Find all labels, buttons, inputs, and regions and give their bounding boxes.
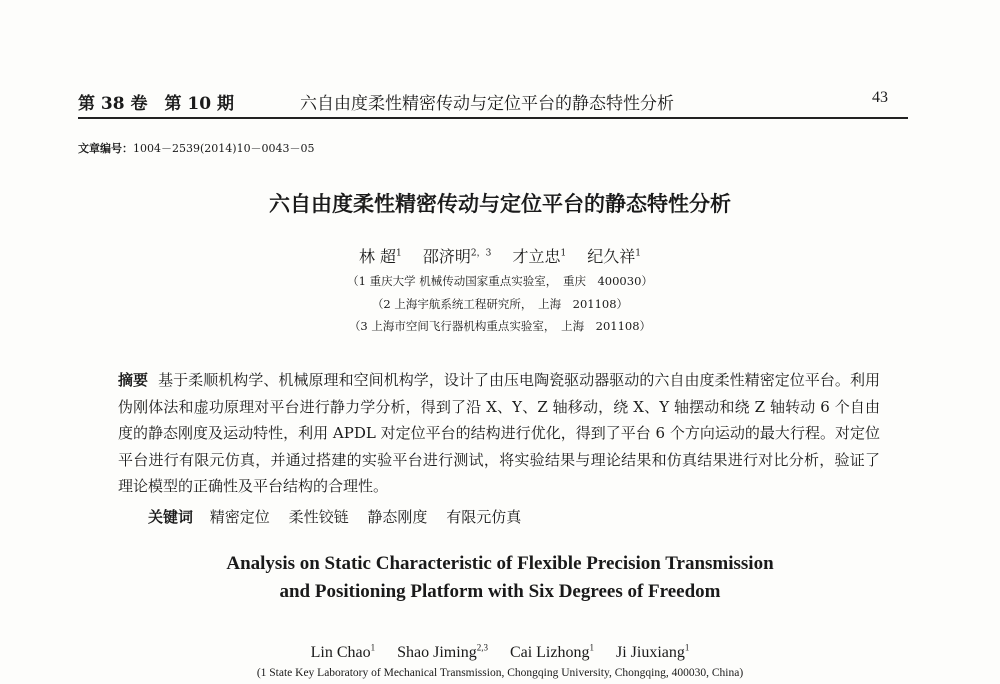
keyword: 静态刚度: [367, 508, 428, 526]
journal-volume-issue: 第 38 卷 第 10 期: [78, 94, 234, 114]
article-number-label: 文章编号：: [78, 142, 133, 155]
author-cn: 林 超$^1$: [358, 247, 402, 266]
keywords: [148, 506, 535, 527]
keywords-label: 关键词: [148, 508, 194, 526]
author-en: Ji Jiuxiang$^1$: [615, 642, 690, 661]
abstract: [118, 367, 880, 500]
page-number: 43: [872, 89, 888, 106]
abstract-label: 摘要: [118, 371, 149, 389]
paper-title-en-line1: Analysis on Static Characteristic of Flexible Precision Transmission: [226, 553, 774, 574]
keyword: 精密定位: [209, 508, 270, 526]
header-rule: [78, 117, 908, 119]
paper-title-cn: 六自由度柔性精密传动与定位平台的静态特性分析: [269, 191, 731, 216]
affiliation-en: (1 State Key Laboratory of Mechanical Transmission, Chongqing University, Chongqing, 400030, China): [256, 667, 744, 679]
author-en: Shao Jiming$^{2,3}$: [397, 642, 488, 661]
author-cn: 纪久祥$^1$: [587, 247, 642, 266]
affiliation-cn: （1 重庆大学 机械传动国家重点实验室， 重庆 400030）: [347, 274, 653, 288]
running-title: 六自由度柔性精密传动与定位平台的静态特性分析: [300, 94, 674, 114]
author-list-cn: [0, 244, 1000, 267]
article-number-value: 1004－2539(2014)10－0043－05: [133, 142, 315, 155]
keyword: 柔性铰链: [288, 508, 349, 526]
author-cn: 邵济明$^{2,3}$: [422, 247, 492, 266]
author-list-en: [0, 644, 1000, 662]
author-cn: 才立忠$^1$: [512, 247, 567, 266]
author-en: Lin Chao$^1$: [310, 642, 376, 661]
abstract-text: 基于柔顺机构学、机械原理和空间机构学，设计了由压电陶瓷驱动器驱动的六自由度柔性精密定位平台。利用伪刚体法和虚功原理对平台进行静力学分析，得到了沿 X、Y、Z 轴移动，绕 X、Y 轴摆动和绕 Z 轴转动 6 个自由度的静态刚度及运动特性，利用 APDL 对定位平台的结构进行优化，得到了平台 6 个方向运动的最大行程。对定位平台进行有限元仿真，并通过搭建的实验平台进行测试，将实验结果与理论结果和仿真结果进行对比分析，验证了理论模型的正确性及平台结构的合理性。: [118, 371, 880, 495]
article-number: [78, 140, 315, 156]
author-en: Cai Lizhong$^1$: [509, 642, 594, 661]
keyword: 有限元仿真: [446, 508, 522, 526]
affiliation-cn: （2 上海宇航系统工程研究所， 上海 201108）: [371, 297, 629, 311]
affiliation-cn: （3 上海市空间飞行器机构重点实验室， 上海 201108）: [348, 319, 652, 333]
paper-title-en-line2: and Positioning Platform with Six Degrees of Freedom: [279, 581, 721, 602]
